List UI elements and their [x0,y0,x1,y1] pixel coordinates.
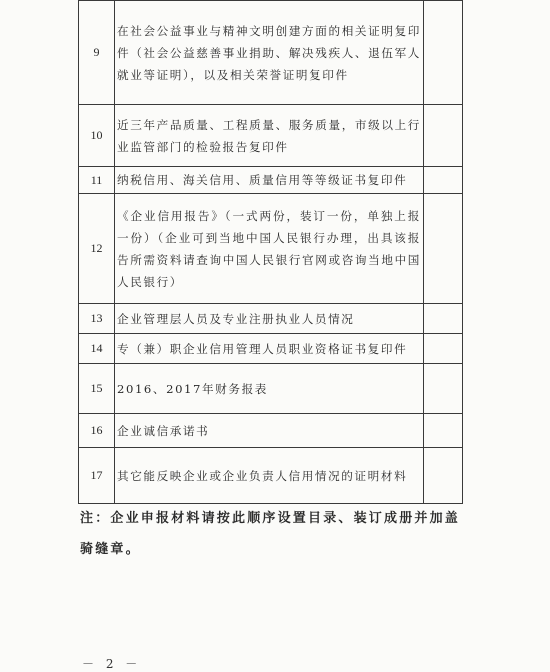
page-number: － 2 － [82,657,142,671]
row-check-cell [424,194,463,304]
row-check-cell [424,304,463,334]
row-description: 在社会公益事业与精神文明创建方面的相关证明复印件（社会公益慈善事业捐助、解决残疾人、退伍军人就业等证明），以及相关荣誉证明复印件 [115,1,424,105]
table-row [79,304,463,334]
row-number: 12 [79,194,115,304]
row-check-cell [424,364,463,414]
row-check-cell [424,334,463,364]
table-row [79,194,463,304]
row-check-cell [424,105,463,167]
table-row [79,167,463,194]
row-number: 15 [79,364,115,414]
row-description: 企业管理层人员及专业注册执业人员情况 [115,304,424,334]
row-check-cell [424,1,463,105]
row-number: 16 [79,414,115,448]
row-check-cell [424,167,463,194]
row-number: 17 [79,448,115,504]
row-number: 10 [79,105,115,167]
table-row [79,105,463,167]
row-description: 2016、2017年财务报表 [115,364,424,414]
row-number: 13 [79,304,115,334]
row-description: 专（兼）职企业信用管理人员职业资格证书复印件 [115,334,424,364]
row-description: 《企业信用报告》（一式两份，装订一份，单独上报一份）（企业可到当地中国人民银行办理，出具该报告所需资料请查询中国人民银行官网或咨询当地中国人民银行） [115,194,424,304]
row-number: 9 [79,1,115,105]
row-number: 11 [79,167,115,194]
row-description: 近三年产品质量、工程质量、服务质量，市级以上行业监管部门的检验报告复印件 [115,105,424,167]
row-description: 其它能反映企业或企业负责人信用情况的证明材料 [115,448,424,504]
row-description: 纳税信用、海关信用、质量信用等等级证书复印件 [115,167,424,194]
table-row [79,1,463,105]
row-check-cell [424,448,463,504]
table-row [79,364,463,414]
table-row [79,334,463,364]
submission-note: 注：企业申报材料请按此顺序设置目录、装订成册并加盖骑缝章。 [80,511,461,557]
row-description: 企业诚信承诺书 [115,414,424,448]
row-check-cell [424,414,463,448]
table-row [79,448,463,504]
materials-table [78,0,463,504]
row-number: 14 [79,334,115,364]
table-row [79,414,463,448]
